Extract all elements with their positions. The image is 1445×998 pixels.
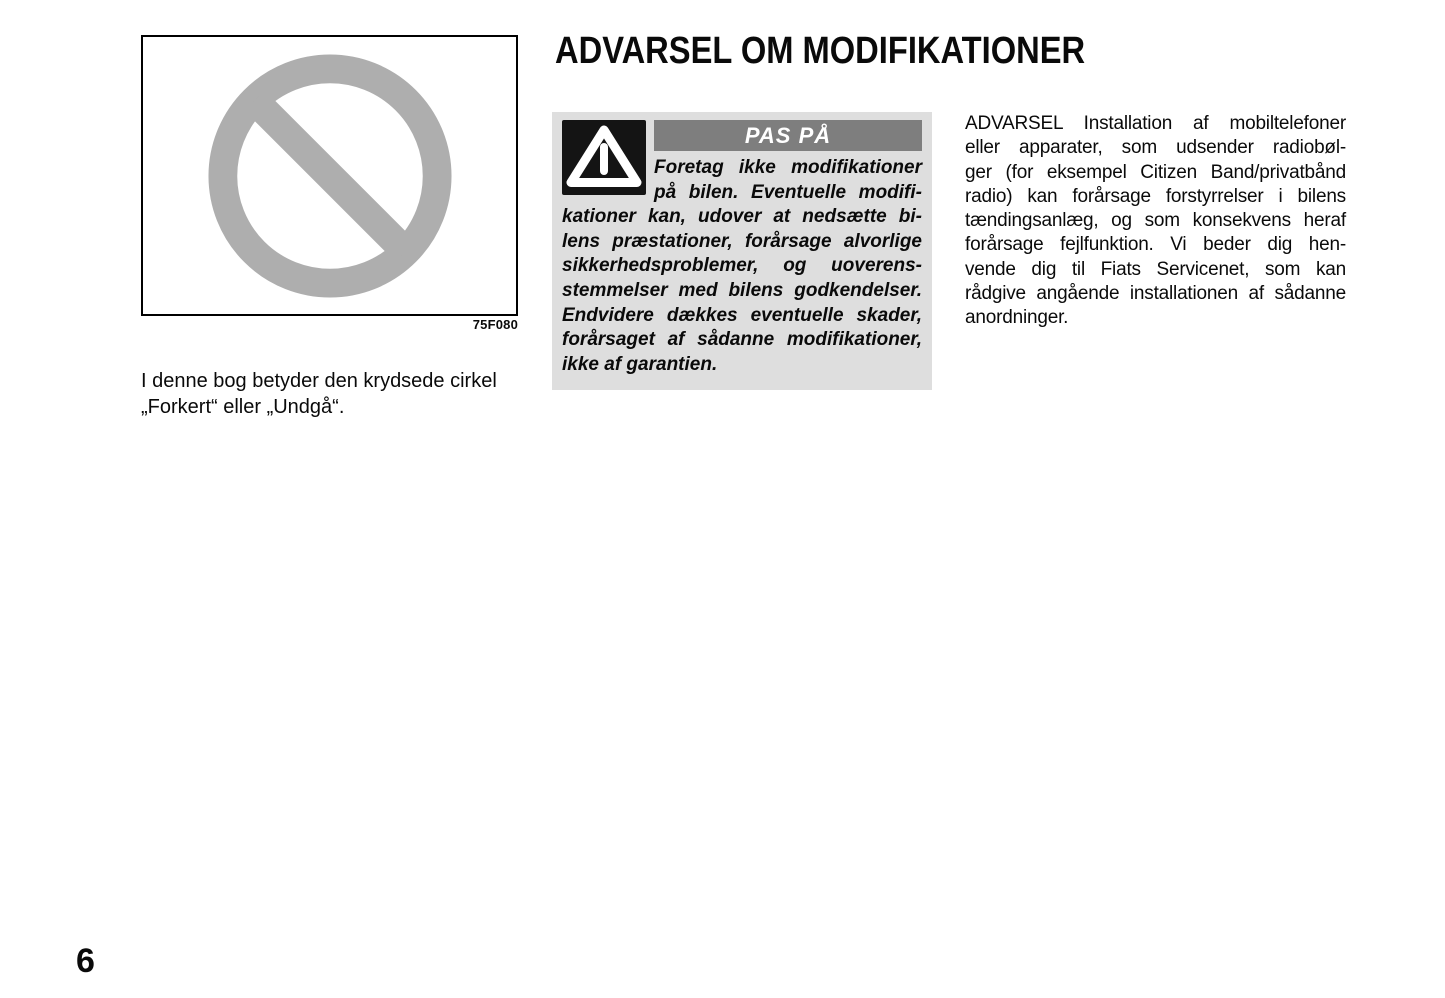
prohibition-icon (206, 51, 454, 301)
figure-caption-line: „Forkert“ eller „Undgå“. (141, 396, 345, 418)
figure-caption-line: I denne bog betyder den krydsede cirkel (141, 370, 497, 392)
advice-text-line: eller apparater, som udsender radiobøl- (965, 137, 1346, 159)
warning-text-line: forårsaget af sådanne modifikationer, (562, 329, 922, 351)
advice-text-line: vende dig til Fiats Servicenet, som kan (965, 258, 1346, 280)
warning-title: PAS PÅ (744, 123, 832, 148)
advice-text-line: rådgive angående installationen af sådanne (965, 283, 1346, 305)
advice-text-line: tændingsanlæg, og som konsekvens heraf (965, 210, 1346, 232)
warning-title-bar (654, 120, 922, 151)
warning-text-line: stemmelser med bilens godkendelser. (562, 279, 922, 301)
warning-text-line: sikkerhedsproblemer, og uoverens- (562, 255, 922, 277)
warning-box (552, 112, 932, 390)
advice-text-line: forårsage fejlfunktion. Vi beder dig hen- (965, 234, 1346, 256)
page-number: 6 (76, 942, 95, 980)
warning-text-line: Foretag ikke modifikationer (654, 157, 922, 178)
advice-text-line: ADVARSEL Installation af mobiltelefoner (965, 113, 1346, 134)
advice-text-line: anordninger. (965, 307, 1069, 329)
warning-text-line: ikke af garantien. (562, 353, 718, 375)
warning-text-line: på bilen. Eventuelle modifi- (654, 181, 922, 203)
advice-paragraph (965, 112, 1346, 331)
figure-caption (141, 368, 541, 420)
advice-text-line: ger (for eksempel Citizen Band/privatbånd (965, 161, 1346, 183)
page-title: ADVARSEL OM MODIFIKATIONER (555, 30, 1086, 72)
warning-triangle-icon (562, 120, 646, 195)
figure-code: 75F080 (472, 317, 518, 332)
warning-text-line: Endvidere dækkes eventuelle skader, (562, 304, 922, 326)
warning-text-line: kationer kan, udover at nedsætte bi- (562, 206, 922, 228)
prohibition-figure (141, 35, 518, 316)
warning-text-line: lens præstationer, forårsage alvorlige (562, 230, 922, 252)
advice-text-line: radio) kan forårsage forstyrrelser i bilens (965, 185, 1346, 207)
